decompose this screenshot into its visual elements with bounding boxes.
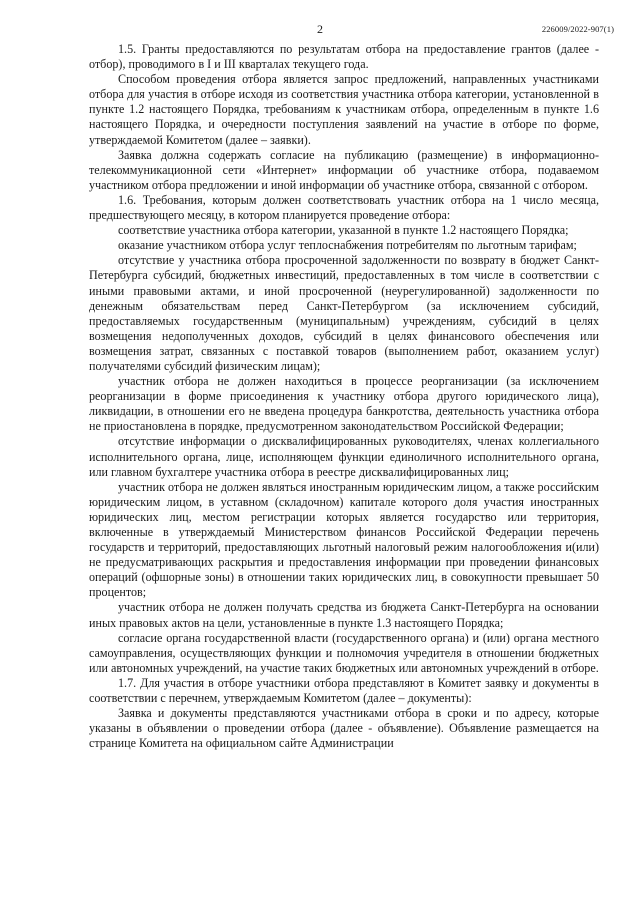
paragraph-no-other-funds: участник отбора не должен получать средства из бюджета Санкт-Петербурга на основании иных правовых актов на цели, установленные в пункте 1.3 настоящего Порядка; (89, 600, 599, 630)
paragraph-no-reorganization: участник отбора не должен находиться в процессе реорганизации (за исключением реорганизации в форме присоединения к участнику отбора другого юридического лица), ликвидации, в отношении его не введена процедура банкротства, деятельность участника отбора не приостановлена в порядке, предусмотренном законодательством Российской Федерации; (89, 374, 599, 434)
page-number: 2 (317, 22, 323, 36)
paragraph-application-consent: Заявка должна содержать согласие на публикацию (размещение) в информационно-телекоммуникационной сети «Интернет» информации об участнике отбора, подаваемом участником отбора предложении и иной информации об участнике отбора, связанной с отбором. (89, 147, 599, 192)
paragraph-not-foreign-entity: участник отбора не должен являться иностранным юридическим лицом, а также российским юридическим лицом, в уставном (складочном) капитале которого доля участия иностранных юридических лиц, местом регистрации которых является государство или территория, включенные в утверждаемый Министерством финансов Российской Федерации перечень государств и территорий, предоставляющих льготный налоговый режим налогообложения и(или) не предусматривающих раскрытия и предоставления информации при проведении финансовых операций (офшорные зоны) в отношении таких юридических лиц, в совокупности превышает 50 процентов; (89, 479, 599, 600)
paragraph-no-disqualified-persons: отсутствие информации о дисквалифицированных руководителях, членах коллегиального исполнительного органа, лице, исполняющем функции единоличного исполнительного органа, или главном бухгалтере участника отбора в реестре дисквалифицированных лиц; (89, 434, 599, 479)
paragraph-1-5-grants: 1.5. Гранты предоставляются по результатам отбора на предоставление грантов (далее - отбор), проводимого в I и III кварталах текущего года. (89, 42, 599, 72)
paragraph-founder-consent: согласие органа государственной власти (государственного органа) и (или) органа местного самоуправления, осуществляющих функции и полномочия учредителя в отношении бюджетных или автономных учреждений, на участие таких бюджетных или автономных учреждений в отборе. (89, 630, 599, 675)
paragraph-category-compliance: соответствие участника отбора категории, указанной в пункте 1.2 настоящего Порядка; (118, 223, 569, 238)
paragraph-1-6-requirements: 1.6. Требования, которым должен соответствовать участник отбора на 1 число месяца, предшествующего месяцу, в котором планируется проведение отбора: (89, 192, 599, 223)
paragraph-heat-supply-services: оказание участником отбора услуг теплоснабжения потребителям по льготным тарифам; (118, 238, 577, 253)
document-id: 226009/2022-907(1) (541, 24, 614, 34)
paragraph-1-7-submission: 1.7. Для участия в отборе участники отбора представляют в Комитет заявку и документы в соответствии с перечнем, утверждаемым Комитетом (далее – документы): (89, 675, 599, 706)
paragraph-submission-terms: Заявка и документы представляются участниками отбора в сроки и по адресу, которые указаны в объявлении о проведении отбора (далее - объявление). Объявление размещается на странице Комитета на официальном сайте Администрации (89, 706, 599, 751)
paragraph-no-overdue-debt: отсутствие у участника отбора просроченной задолженности по возврату в бюджет Санкт-Петербурга субсидий, бюджетных инвестиций, предоставленных в том числе в соответствии с иными правовыми актами, и иной просроченной (неурегулированной) задолженности по денежным обязательствам перед Санкт-Петербургом (за исключением субсидий, предоставляемых государственным (муниципальным) учреждениям, субсидий в целях возмещения недополученных доходов, субсидий в целях финансового обеспечения или возмещения затрат, связанных с поставкой товаров (выполнением работ, оказанием услуг) получателями субсидий физическим лицам); (89, 253, 599, 373)
paragraph-selection-method: Способом проведения отбора является запрос предложений, направленных участниками отбора для участия в отборе исходя из соответствия участника отбора категории, установленной в пункте 1.2 настоящего Порядка, требованиям к участникам отбора, определенным в пункте 1.6 настоящего Порядка, и очередности поступления заявлений на участие в отборе по форме, утверждаемой Комитетом (далее – заявки). (89, 72, 599, 147)
document-body (89, 42, 599, 751)
